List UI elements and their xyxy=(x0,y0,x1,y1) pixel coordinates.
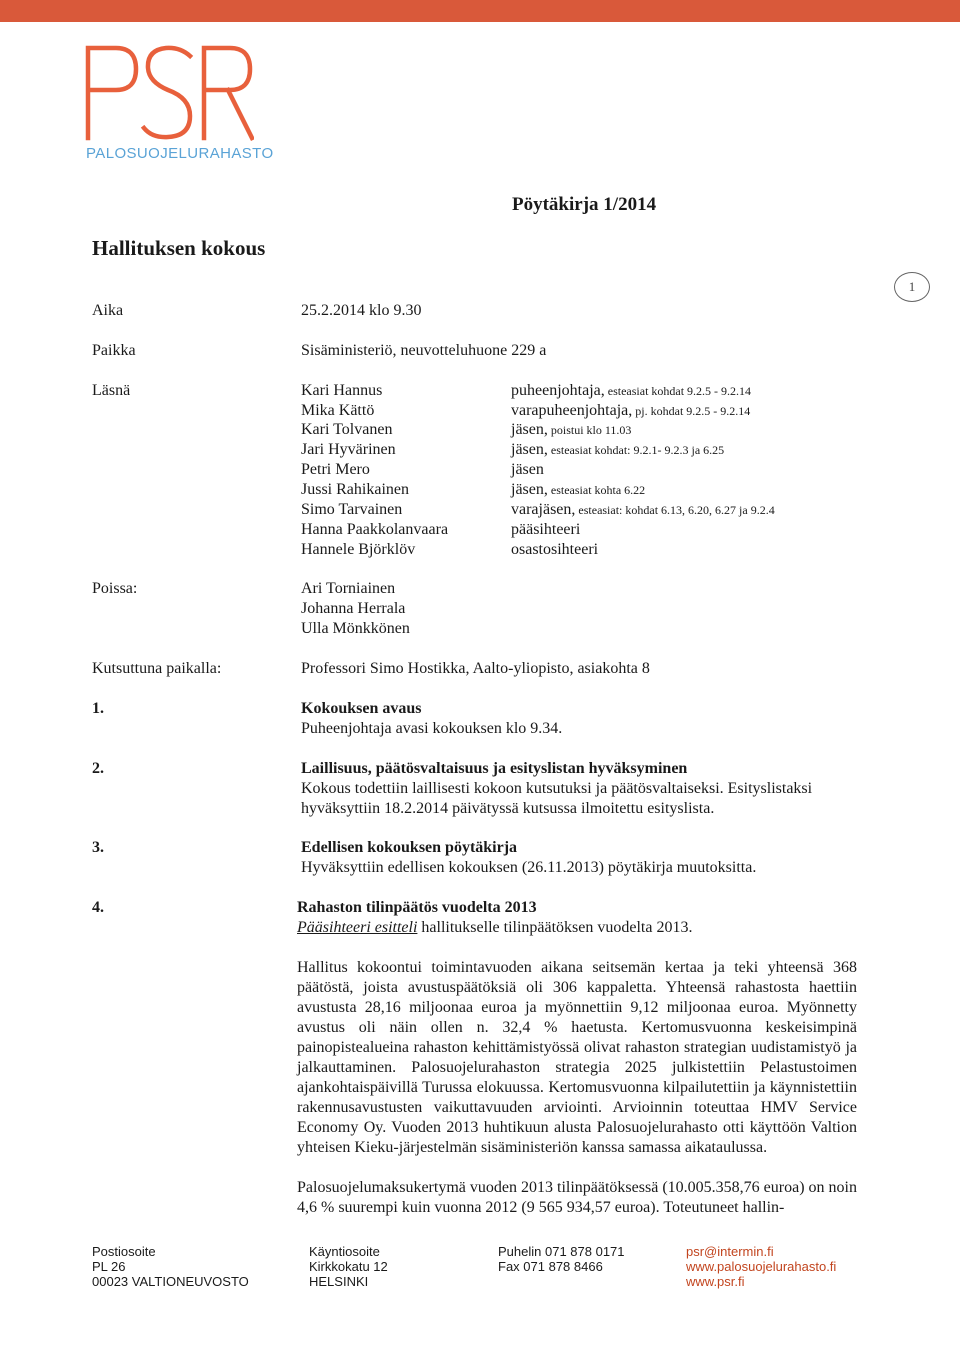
body-paragraph: Palosuojelumaksukertymä vuoden 2013 tilinpäätöksessä (10.005.358,76 euroa) on noin 4,6 % suurempi kuin vuonna 2012 (9 565 934,57 euroa). Toteutuneet hallin- xyxy=(297,1179,857,1216)
item-text: hyväksyttiin 18.2.2014 päivätyssä kutsussa ilmoitettu esityslista. xyxy=(301,800,715,817)
attendee-role: pääsihteeri xyxy=(511,521,581,538)
item-title: Edellisen kokouksen pöytäkirja xyxy=(301,839,518,856)
attendee-name: Kari Hannus xyxy=(301,382,383,399)
attendee-name: Petri Mero xyxy=(301,461,370,478)
website-link[interactable]: www.palosuojelurahasto.fi xyxy=(686,1259,837,1274)
attendee-name: Mika Kättö xyxy=(301,402,375,419)
attendee-role: jäsen, poistui klo 11.03 xyxy=(511,421,632,438)
absent-label: Poissa: xyxy=(92,580,138,597)
item-title: Rahaston tilinpäätös vuodelta 2013 xyxy=(297,899,537,916)
attendee-name: Kari Tolvanen xyxy=(301,421,393,438)
place-value: Sisäministeriö, neuvotteluhuone 229 a xyxy=(301,342,547,359)
item-text: Hyväksyttiin edellisen kokouksen (26.11.2013) pöytäkirja muutoksitta. xyxy=(301,859,757,876)
footer-phone: Puhelin 071 878 0171 Fax 071 878 8466 xyxy=(498,1244,625,1274)
header-color-bar xyxy=(0,0,960,22)
attendee-role: varajäsen, esteasiat: kohdat 6.13, 6.20, 6.27 ja 9.2.4 xyxy=(511,501,775,518)
footer-visit: Käyntiosoite Kirkkokatu 12 HELSINKI xyxy=(309,1244,388,1289)
logo-tagline: PALOSUOJELURAHASTO xyxy=(86,145,274,162)
absent-name: Ulla Mönkkönen xyxy=(301,620,410,637)
attendee-name: Jussi Rahikainen xyxy=(301,481,409,498)
invited-label: Kutsuttuna paikalla: xyxy=(92,660,222,677)
body-paragraph: Hallitus kokoontui toimintavuoden aikana seitsemän kertaa ja teki yhteensä 368 päätöstä, joista avustuspäätöksiä oli 306 kappaletta. Yhteensä rahastosta haettiin avustusta 28,16 miljoonaa euroa ja myönnettiin 9,12 miljoonaa euroa. Myönnetty avustus oli näin ollen n. 32,4 % haetusta. Kertomusvuonna keskeisimpinä painopistealueina rahaston kehittämistyössä olivat rahaston strategian uudistamistyö ja jalkauttaminen. Palosuojelurahaston strategia 2025 julkistettiin Pelastustoimen ajankohtaispäivillä Turussa elokuussa. Kertomusvuonna kilpailutettiin ja käynnistettiin rakennusavustusten vaikuttavuuden arviointi. Arvioinnin toteuttaa HMV Service Economy Oy. Vuoden 2013 huhtikuun alusta Palosuojelurahasto otti käyttöön Valtion yhteisen Kieku-järjestelmän sisäministeriön kanssa samassa aikataulussa. xyxy=(297,959,857,1156)
item-number: 1. xyxy=(92,700,104,717)
place-label: Paikka xyxy=(92,342,136,359)
page-title: Hallituksen kokous xyxy=(92,236,266,260)
present-label: Läsnä xyxy=(92,382,131,399)
psr-logo xyxy=(84,42,254,142)
footer-contact xyxy=(686,1244,836,1289)
invited-value: Professori Simo Hostikka, Aalto-yliopisto, asiakohta 8 xyxy=(301,660,650,677)
time-label: Aika xyxy=(92,302,124,319)
attendee-role: jäsen, esteasiat kohdat: 9.2.1- 9.2.3 ja 6.25 xyxy=(511,441,725,458)
item-number: 2. xyxy=(92,760,104,777)
attendee-name: Jari Hyvärinen xyxy=(301,441,396,458)
attendee-role: osastosihteeri xyxy=(511,541,599,558)
item-title: Laillisuus, päätösvaltaisuus ja esityslistan hyväksyminen xyxy=(301,760,688,777)
attendee-role: jäsen, esteasiat kohta 6.22 xyxy=(511,481,646,498)
document-id: Pöytäkirja 1/2014 xyxy=(512,194,657,215)
item-text: Kokous todettiin laillisesti kokoon kutsutuksi ja päätösvaltaiseksi. Esityslistaksi xyxy=(301,780,813,797)
footer-postal: Postiosoite PL 26 00023 VALTIONEUVOSTO xyxy=(92,1244,249,1289)
item-number: 4. xyxy=(92,899,104,916)
email-link[interactable]: psr@intermin.fi xyxy=(686,1244,774,1259)
time-value: 25.2.2014 klo 9.30 xyxy=(301,302,422,319)
page-number: 1 xyxy=(894,272,930,302)
website-link[interactable]: www.psr.fi xyxy=(686,1274,745,1289)
attendee-role: jäsen xyxy=(511,461,544,478)
absent-name: Ari Torniainen xyxy=(301,580,396,597)
item-title: Kokouksen avaus xyxy=(301,700,422,717)
attendee-name: Hanna Paakkolanvaara xyxy=(301,521,449,538)
item-number: 3. xyxy=(92,839,104,856)
absent-name: Johanna Herrala xyxy=(301,600,406,617)
attendee-name: Hannele Björklöv xyxy=(301,541,416,558)
item-intro: Pääsihteeri esitteli hallitukselle tilinpäätöksen vuodelta 2013. xyxy=(297,919,693,936)
attendee-role: varapuheenjohtaja, pj. kohdat 9.2.5 - 9.2.14 xyxy=(511,402,751,419)
attendee-name: Simo Tarvainen xyxy=(301,501,403,518)
attendee-role: puheenjohtaja, esteasiat kohdat 9.2.5 - 9.2.14 xyxy=(511,382,752,399)
item-text: Puheenjohtaja avasi kokouksen klo 9.34. xyxy=(301,720,563,737)
